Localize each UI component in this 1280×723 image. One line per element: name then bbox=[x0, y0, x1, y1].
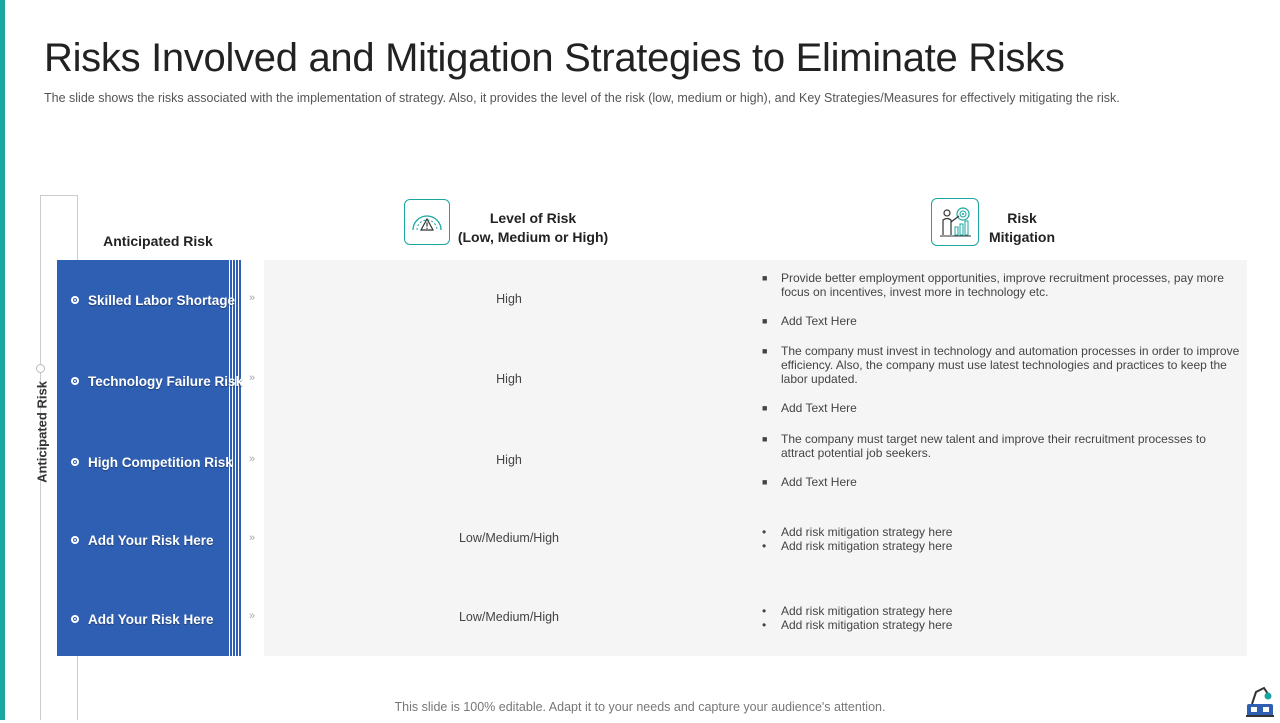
square-bullet-icon: ■ bbox=[762, 403, 768, 413]
mitigation-item: ■ The company must target new talent and improve their recruitment processes to attract potential job seekers. bbox=[762, 432, 1206, 460]
double-chevron-right-icon: » bbox=[249, 532, 256, 544]
bullet-dot-icon bbox=[71, 296, 79, 304]
risk-item bbox=[71, 530, 214, 550]
header-level-of-risk bbox=[443, 209, 623, 247]
accent-bar bbox=[0, 0, 5, 720]
round-bullet-icon: • bbox=[762, 604, 767, 618]
robot-logo-icon bbox=[1244, 684, 1276, 718]
square-bullet-icon: ■ bbox=[762, 434, 768, 444]
side-bracket-dot bbox=[36, 364, 45, 373]
risk-name: Add Your Risk Here bbox=[88, 532, 214, 548]
page-subtitle: The slide shows the risks associated with the implementation of strategy. Also, it provides the level of the risk (low, medium or high), and Key Strategies/Measures for effectively mitigating the risk. bbox=[44, 91, 1120, 105]
mitigation-item: • Add risk mitigation strategy here bbox=[762, 618, 953, 632]
header-mitigation-line2: Mitigation bbox=[988, 229, 1056, 245]
square-bullet-icon: ■ bbox=[762, 346, 768, 356]
mitigation-item: ■ Add Text Here bbox=[762, 475, 857, 489]
footer-note: This slide is 100% editable. Adapt it to your needs and capture your audience's attention. bbox=[394, 700, 886, 714]
square-bullet-icon: ■ bbox=[762, 273, 768, 283]
risk-name: Add Your Risk Here bbox=[88, 611, 214, 627]
double-chevron-right-icon: » bbox=[249, 610, 256, 622]
mitigation-item: ■ Add Text Here bbox=[762, 401, 857, 415]
mitigation-list bbox=[762, 604, 1242, 632]
square-bullet-icon: ■ bbox=[762, 316, 768, 326]
mitigation-list bbox=[762, 271, 1242, 328]
header-risk-mitigation bbox=[972, 209, 1072, 247]
risk-level: High bbox=[496, 292, 522, 306]
bullet-dot-icon bbox=[71, 458, 79, 466]
risk-level: Low/Medium/High bbox=[458, 531, 560, 545]
risk-item bbox=[71, 452, 233, 472]
round-bullet-icon: • bbox=[762, 539, 767, 553]
mitigation-item: ■ Add Text Here bbox=[762, 314, 857, 328]
mitigation-item: • Add risk mitigation strategy here bbox=[762, 604, 953, 618]
risk-name: High Competition Risk bbox=[88, 454, 233, 470]
mitigation-item: ■ The company must invest in technology and automation processes in order to improve efficiency. Also, the company must use latest technologies and practices to keep the labor updated. bbox=[762, 344, 1240, 386]
header-level-line2: (Low, Medium or High) bbox=[457, 229, 609, 245]
page-title: Risks Involved and Mitigation Strategies to Eliminate Risks bbox=[44, 36, 1065, 80]
mitigation-list bbox=[762, 432, 1242, 489]
square-bullet-icon: ■ bbox=[762, 477, 768, 487]
risk-level: High bbox=[496, 453, 522, 467]
risk-item bbox=[71, 371, 243, 391]
header-mitigation-line1: Risk bbox=[1007, 210, 1037, 226]
round-bullet-icon: • bbox=[762, 618, 767, 632]
mitigation-item: • Add risk mitigation strategy here bbox=[762, 525, 953, 539]
mitigation-list bbox=[762, 344, 1242, 415]
bullet-dot-icon bbox=[71, 536, 79, 544]
mitigation-item: • Add risk mitigation strategy here bbox=[762, 539, 953, 553]
double-chevron-right-icon: » bbox=[249, 372, 256, 384]
mitigation-list bbox=[762, 525, 1242, 553]
double-chevron-right-icon: » bbox=[249, 292, 256, 304]
bullet-dot-icon bbox=[71, 615, 79, 623]
risk-item bbox=[71, 609, 214, 629]
risk-level: High bbox=[496, 372, 522, 386]
header-anticipated-risk: Anticipated Risk bbox=[103, 233, 213, 249]
bullet-dot-icon bbox=[71, 377, 79, 385]
risk-item bbox=[71, 290, 235, 310]
double-chevron-right-icon: » bbox=[249, 453, 256, 465]
mitigation-item: ■ Provide better employment opportunities, improve recruitment processes, pay more focus on incentives, invest more in technology etc. bbox=[762, 271, 1224, 299]
risk-name: Technology Failure Risk bbox=[88, 373, 244, 389]
side-label: Anticipated Risk bbox=[34, 381, 50, 483]
round-bullet-icon: • bbox=[762, 525, 767, 539]
header-level-line1: Level of Risk bbox=[489, 210, 577, 226]
risk-level: Low/Medium/High bbox=[458, 610, 560, 624]
risk-name: Skilled Labor Shortage bbox=[88, 292, 236, 308]
